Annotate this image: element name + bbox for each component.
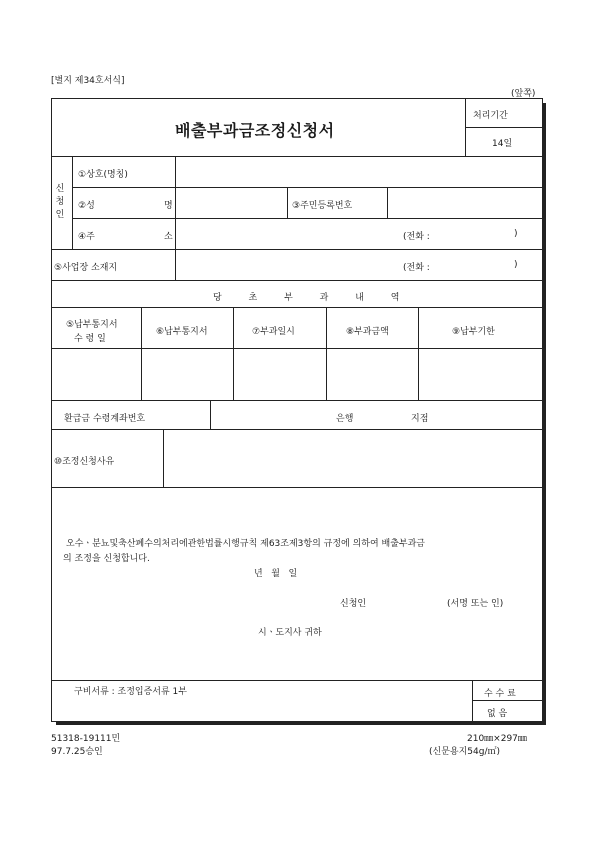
frame-shadow-bottom bbox=[56, 722, 546, 725]
processing-value: 14일 bbox=[492, 139, 513, 149]
cell-notice-received-date[interactable] bbox=[53, 350, 139, 398]
site-phone-open: (전화 : bbox=[403, 263, 430, 273]
address-field[interactable] bbox=[177, 220, 399, 248]
address-label-prefix: ④주 bbox=[78, 232, 95, 242]
adjustment-reason-field[interactable] bbox=[165, 431, 541, 485]
form-id: [별지 제34호서식] bbox=[51, 76, 125, 86]
footer-paper: (신문용지54g/㎡) bbox=[429, 747, 500, 757]
cell-charge-date[interactable] bbox=[235, 350, 324, 398]
address-phone-close: ) bbox=[514, 229, 518, 239]
name-label-prefix: ②성 bbox=[78, 201, 95, 211]
resident-label-left bbox=[287, 187, 288, 218]
address-phone-open: (전화 : bbox=[403, 232, 430, 242]
col-charge-amount-label: ⑧부과금액 bbox=[346, 327, 389, 337]
resident-no-label: ③주민등록번호 bbox=[292, 201, 353, 211]
site-phone-close: ) bbox=[514, 260, 518, 270]
cell-payment-notice[interactable] bbox=[143, 350, 231, 398]
refund-bank-label: 은행 bbox=[336, 414, 354, 424]
attachments-label: 구비서류 : 조정입증서류 1부 bbox=[74, 687, 187, 697]
addressee: 시ㆍ도지사 귀하 bbox=[258, 628, 322, 638]
cell-charge-amount[interactable] bbox=[328, 350, 416, 398]
fee-value: 없 음 bbox=[487, 709, 508, 719]
resident-label-right bbox=[387, 187, 388, 218]
site-location-label: ⑤사업장 소재지 bbox=[54, 263, 118, 273]
col-due-date-label: ⑨납부기한 bbox=[452, 327, 495, 337]
statement-date: 년 월 일 bbox=[254, 569, 298, 579]
adjustment-reason-label: ⑩조정신청사유 bbox=[54, 457, 115, 467]
footer-size: 210㎜×297㎜ bbox=[467, 734, 527, 744]
footer-code: 51318-19111민 bbox=[51, 734, 121, 744]
cell-due-date[interactable] bbox=[420, 350, 541, 398]
name-field[interactable] bbox=[177, 189, 285, 217]
col-notice-received-label-2: 수 령 일 bbox=[74, 334, 106, 344]
processing-mid-line bbox=[465, 127, 543, 128]
refund-branch-field[interactable] bbox=[358, 402, 408, 427]
address-label-suffix: 소 bbox=[164, 232, 173, 242]
site-phone-field[interactable] bbox=[440, 251, 510, 279]
fee-label: 수 수 료 bbox=[484, 689, 516, 699]
statement-line-2: 의 조정을 신청합니다. bbox=[63, 554, 150, 564]
applicant-inner-divider bbox=[72, 156, 73, 249]
col-payment-notice-label: ⑥납부통지서 bbox=[156, 327, 208, 337]
name-label-suffix: 명 bbox=[164, 201, 173, 211]
business-name-field[interactable] bbox=[177, 158, 541, 186]
footer-approved: 97.7.25승인 bbox=[51, 747, 103, 757]
col-notice-received-label-1: ⑤납부통지서 bbox=[66, 320, 118, 330]
signature-hint: (서명 또는 인) bbox=[447, 599, 504, 609]
original-charges-header: 당 초 부 과 내 역 bbox=[213, 293, 412, 303]
processing-label: 처리기간 bbox=[473, 111, 508, 121]
statement-line-1: 오수ㆍ분뇨및축산폐수의처리에관한법률시행규칙 제63조제3항의 규정에 의하여 배출부과금 bbox=[66, 539, 425, 549]
resident-no-field[interactable] bbox=[389, 189, 541, 217]
refund-account-label: 환급금 수령계좌번호 bbox=[64, 414, 146, 424]
address-phone-field[interactable] bbox=[440, 220, 510, 248]
form-title: 배출부과금조정신청서 bbox=[175, 121, 335, 140]
title-bottom-line bbox=[51, 156, 543, 157]
frame-shadow-right bbox=[543, 103, 546, 725]
business-name-label: ①상호(명칭) bbox=[78, 170, 128, 180]
site-location-field[interactable] bbox=[177, 251, 399, 279]
page-side: (앞쪽) bbox=[511, 89, 536, 99]
refund-bank-field[interactable] bbox=[212, 402, 332, 427]
applicant-group-label: 신 청 인 bbox=[55, 184, 65, 220]
refund-branch-label: 지점 bbox=[411, 414, 429, 424]
applicant-sign-label: 신청인 bbox=[340, 599, 367, 609]
col-charge-date-label: ⑦부과일시 bbox=[252, 327, 295, 337]
